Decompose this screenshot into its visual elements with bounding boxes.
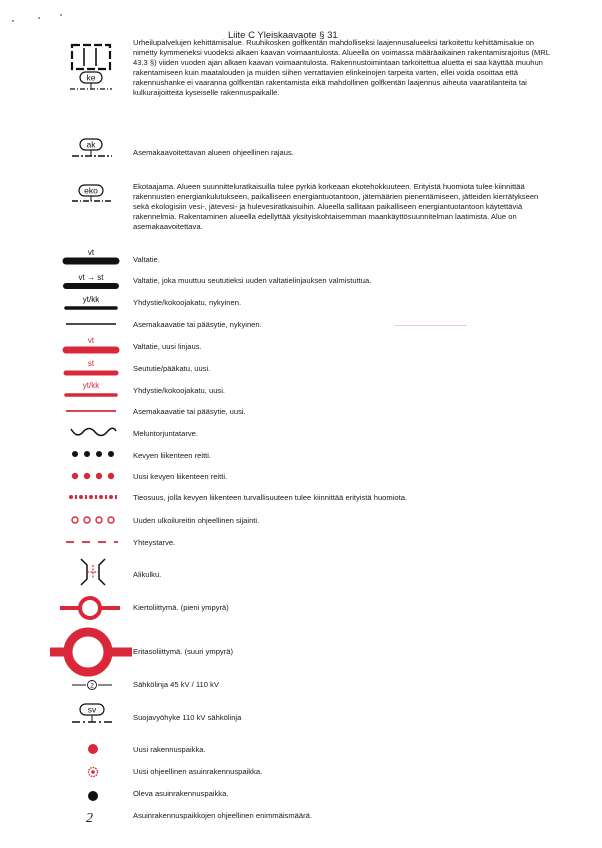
legend-text-eritaso: Eritasoliittymä. (suuri ympyrä) [133, 647, 234, 656]
faint-scan-line [395, 325, 467, 326]
legend-text-eko: Ekotaajama. Alueen suunnitteluratkaisuilla tulee pyrkiä korkeaan ekotehokkuuteen. Erityistä huomiota tulee kiinnittää rakennusten energiankulutukseen, paikalliseen energiantuotantoon, jätemäärien pienentämiseen, jätteiden kierrätykseen sekä ekologisiin vesi-, jätevesi- ja hulevesiratkaisuihin. Alueella sallitaan paikalliseen energiantuotantoon käytettäviä rakennelmia. Rakentaminen alueella edellyttää yksityiskohtaisemman maankäyttösuunnitelman laatimista. Alue on asemakaavoitettava. [133, 182, 539, 231]
page-header: Liite C Yleiskaavaote § 31 [228, 30, 338, 41]
legend-text-uusi-ohj: Uusi ohjeellinen asuinrakennuspaikka. [133, 767, 263, 776]
scan-speck [60, 14, 62, 16]
max-count-number-symbol: 2 [86, 811, 93, 826]
legend-text-yt-kk-new: Yhdystie/kokoojakatu, uusi. [133, 386, 226, 395]
valtatie-to-seututie-symbol [62, 272, 120, 292]
vt-new-label: vt [87, 336, 95, 345]
ak-label: ak [86, 139, 96, 150]
valtatie-symbol [62, 247, 120, 267]
power-line-number: 2 [90, 682, 94, 690]
yhdystie-new-symbol [62, 380, 120, 402]
legend-text-kevyt: Kevyen liikenteen reitti. [133, 451, 212, 460]
legend-text-ak: Asemakaavoitettavan alueen ohjeellinen rajaus. [133, 148, 294, 157]
outdoor-route-symbol [68, 514, 118, 526]
valtatie-new-symbol [62, 335, 120, 357]
noise-barrier-symbol [68, 423, 118, 441]
legend-text-yhteys: Yhteystarve. [133, 538, 176, 547]
legend-text-asemakaavatie: Asemakaavatie tai pääsytie, nykyinen. [133, 320, 262, 329]
ke-label: ke [86, 72, 96, 83]
st-new-label: st [87, 359, 95, 368]
scan-speck [12, 20, 14, 22]
safety-road-section-symbol [66, 492, 120, 502]
existing-site-symbol [86, 789, 100, 803]
vt-label: vt [87, 248, 95, 257]
legend-text-melu: Meluntorjuntatarve. [133, 429, 199, 438]
eko-ecotown-symbol [70, 184, 114, 208]
light-traffic-route-symbol [68, 448, 118, 460]
asemakaavatie-symbol [62, 318, 120, 328]
vt-st-label: vt → st [78, 273, 104, 282]
new-building-site-symbol [86, 742, 100, 756]
legend-text-enimm: Asuinrakennuspaikkojen ohjeellinen enimmäismäärä. [133, 811, 312, 820]
scan-speck [38, 17, 40, 19]
ke-development-area-symbol [70, 42, 114, 94]
legend-text-oleva: Oleva asuinrakennuspaikka. [133, 789, 229, 798]
legend-text-vt-new: Valtatie, uusi linjaus. [133, 342, 202, 351]
interchange-large-symbol [48, 623, 134, 681]
roundabout-small-symbol [58, 592, 122, 624]
power-line-symbol [70, 678, 114, 692]
connection-need-symbol [64, 538, 120, 546]
yhdystie-symbol [62, 294, 120, 314]
yt-kk-new-label: yt/kk [82, 381, 100, 390]
legend-text-ulkoilu: Uuden ulkoilureitin ohjeellinen sijainti. [133, 516, 260, 525]
legend-text-yt-kk: Yhdystie/kokoojakatu, nykyinen. [133, 298, 242, 307]
underpass-symbol [78, 556, 108, 588]
legend-text-ke: Urheilupalvelujen kehittämisalue. Ruuhikosken golfkentän mahdolliseksi laajennusalueeksi tarkoitettu kehittämisalue on nimetty kymmeneksi vuodeksi alkaen kaavan voimaantulosta. Alueella on voimassa määräaikainen rakentamisrajoitus (MRL 43.3 §) viiden vuoden ajan alkaen kaavan voimaantulosta. Rakennustoimintaan tarkoitettua aluetta ei saa käyttää muuhun rakentamiseen kuin maatalouden ja muiden siihen verrattavien elinkeinojen tarpeita varten, ellei voida osoittaa että rakennushanke ei vaaranna golfkentän rakentamista eikä mahdollinen golfkentän laajennus aiheuta vaaratilanteita tai kulkuraijoitteita kyseiselle rakennuspaikalle. [133, 38, 550, 97]
new-guideline-site-symbol [86, 765, 100, 779]
legend-text-tieosuus: Tieosuus, jolla kevyen liikenteen turvallisuuteen tulee kiinnittää erityistä huomiota. [133, 493, 408, 502]
legend-text-st-new: Seututie/pääkatu, uusi. [133, 364, 211, 373]
light-traffic-route-new-symbol [68, 470, 118, 482]
sv-protection-zone-symbol [70, 703, 114, 729]
sv-label: sv [87, 704, 97, 715]
legend-text-uusi-rak: Uusi rakennuspaikka. [133, 745, 206, 754]
legend-text-sv: Suojavyöhyke 110 kV sähkölinja [133, 713, 242, 722]
legend-text-asemakaavatie-new: Asemakaavatie tai pääsytie, uusi. [133, 407, 246, 416]
legend-text-sahko: Sähkölinja 45 kV / 110 kV [133, 680, 219, 689]
legend-text-vt: Valtatie. [133, 255, 160, 264]
legend-text-vt-st: Valtatie, joka muuttuu seututieksi uuden valtatielinjauksen valmistuttua. [133, 276, 372, 285]
yt-kk-label: yt/kk [82, 295, 100, 304]
ak-boundary-symbol [70, 138, 114, 162]
legend-text-kevyt-new: Uusi kevyen liikenteen reitti. [133, 472, 228, 481]
eko-label: eko [84, 185, 98, 196]
legend-text-kierto: Kiertoliittymä. (pieni ympyrä) [133, 603, 229, 612]
seututie-new-symbol [62, 358, 120, 380]
asemakaavatie-new-symbol [62, 406, 120, 416]
legend-text-alikulku: Alikulku. [133, 570, 162, 579]
